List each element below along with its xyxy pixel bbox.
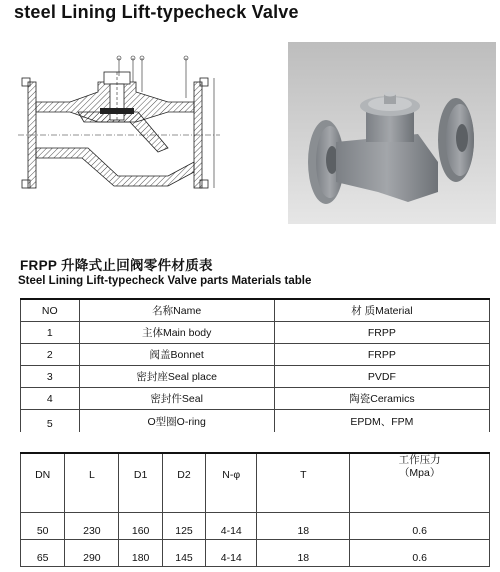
table-row <box>21 410 490 433</box>
row-name: 密封件Seal <box>79 388 274 410</box>
column-header-n-phi: N-φ <box>222 469 241 481</box>
cell-d1: 160 <box>131 525 150 537</box>
column-header-t: T <box>300 469 307 481</box>
row-material: FRPP <box>274 344 489 366</box>
pressure-unit: （Mpa） <box>398 467 441 479</box>
cell-n-phi: 4-14 <box>220 552 242 564</box>
dimensions-table <box>20 452 490 567</box>
row-no: 1 <box>21 322 80 344</box>
cell-t: 18 <box>297 525 310 537</box>
materials-section-subtitle: Steel Lining Lift-typecheck Valve parts Materials table <box>18 275 312 287</box>
row-material: EPDM、FPM <box>274 410 489 433</box>
cell-pressure: 0.6 <box>412 525 427 537</box>
cell-d2: 145 <box>175 552 193 564</box>
page-title: steel Lining Lift-typecheck Valve <box>14 2 299 22</box>
row-material: FRPP <box>274 322 489 344</box>
table-row <box>21 366 490 388</box>
row-material: 陶瓷Ceramics <box>274 388 489 410</box>
table-row <box>21 513 490 540</box>
cell-l: 230 <box>83 525 101 537</box>
column-header-name: 名称Name <box>79 299 274 322</box>
row-no: 3 <box>21 366 80 388</box>
row-name: O型圈O-ring <box>79 410 274 433</box>
cell-pressure: 0.6 <box>412 552 427 564</box>
cell-n-phi: 4-14 <box>220 525 242 537</box>
pressure-label: 工作压力 <box>398 454 441 466</box>
table-header-row <box>21 299 490 322</box>
table-row <box>21 322 490 344</box>
column-header-dn: DN <box>35 469 51 481</box>
cell-dn: 50 <box>36 525 49 537</box>
table-row <box>21 344 490 366</box>
cell-dn: 65 <box>36 552 49 564</box>
row-name: 密封座Seal place <box>79 366 274 388</box>
column-header-pressure <box>398 454 441 488</box>
column-header-no: NO <box>21 299 80 322</box>
cell-d2: 125 <box>175 525 193 537</box>
cell-d1: 180 <box>131 552 150 564</box>
row-no: 4 <box>21 388 80 410</box>
materials-section-title: FRPP 升降式止回阀零件材质表 <box>20 258 213 273</box>
valve-photo <box>288 42 496 224</box>
table-header-row <box>21 453 490 513</box>
valve-section-drawing <box>18 52 220 202</box>
row-name: 阀盖Bonnet <box>79 344 274 366</box>
row-no: 2 <box>21 344 80 366</box>
table-row <box>21 540 490 567</box>
row-name: 主体Main body <box>79 322 274 344</box>
column-header-d2: D2 <box>177 469 191 481</box>
cell-t: 18 <box>297 552 310 564</box>
column-header-material: 材 质Material <box>274 299 489 322</box>
column-header-l: L <box>88 469 95 481</box>
cell-l: 290 <box>83 552 101 564</box>
row-material: PVDF <box>274 366 489 388</box>
materials-table <box>20 298 490 432</box>
table-row <box>21 388 490 410</box>
row-no: 5 <box>46 418 53 430</box>
column-header-d1: D1 <box>133 469 148 481</box>
